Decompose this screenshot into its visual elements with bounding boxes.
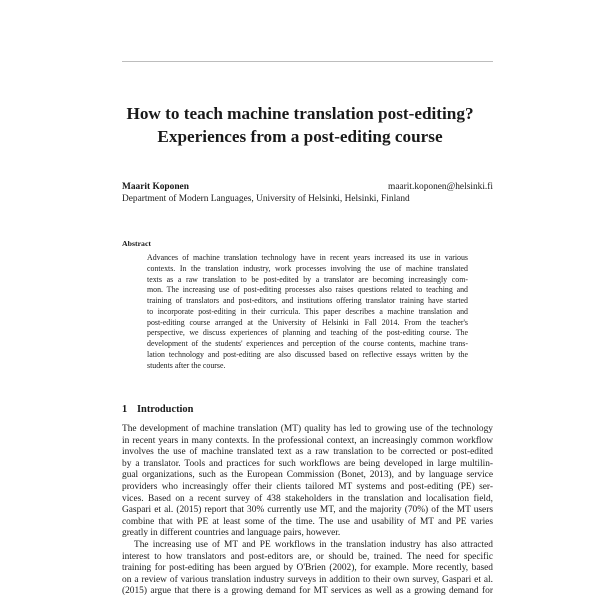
abstract-line: training of translators and post-editors, and institutions offering translator training have started [147, 296, 468, 305]
body-line: on a review of various translation industry surveys in addition to their own survey, Gaspari et al. [122, 574, 493, 585]
author-affiliation: Department of Modern Languages, University of Helsinki, Helsinki, Finland [122, 194, 410, 204]
section-body [122, 424, 493, 598]
abstract-body [147, 253, 468, 371]
title-line: Experiences from a post-editing course [157, 127, 443, 146]
abstract-line: students after the course. [147, 360, 226, 370]
body-line: greatly in different countries and language pairs, however. [122, 528, 341, 539]
body-line: Gaspari et al. (2015) report that 30% currently use MT, and the majority (70%) of the MT users [122, 505, 493, 516]
author-email: maarit.koponen@helsinki.fi [388, 182, 493, 192]
author-name: Maarit Koponen [122, 182, 189, 192]
body-line: The development of machine translation (MT) quality has led to growing use of the technology [122, 424, 493, 434]
header-rule [122, 61, 493, 62]
abstract-line: perspective, we discuss experiences of planning and teaching of the post-editing course. The [147, 328, 468, 338]
body-line: interest to how translators and post-editors are, or should be, trained. The need for specific [122, 551, 493, 562]
abstract-line: lation technology and post-editing are also discussed based on reflective essays written by the [147, 349, 468, 359]
section-heading [122, 403, 193, 416]
body-line: involves the use of machine translated text as a raw translation to be corrected or post-edited [122, 447, 493, 458]
body-line: by a translator. Tools and practices for such workflows are being developed in large multilin- [122, 458, 493, 469]
section-number: 1 [122, 404, 128, 415]
abstract-line: Advances of machine translation technology have in recent years increased its use in various [147, 253, 468, 262]
body-line: providers who increasingly offer their clients tailored MT systems and post-editing (PE) ser- [122, 481, 493, 492]
title-line: How to teach machine translation post-editing? [126, 104, 474, 123]
body-line: training for post-editing has been argued by O'Brien (2002), for example. More recently, based [122, 563, 493, 574]
section-title: Introduction [137, 404, 194, 415]
paper-title [0, 102, 600, 148]
abstract-heading: Abstract [122, 239, 152, 248]
abstract-line: development of the students' experiences and perception of the course contents, machine trans- [147, 339, 468, 348]
abstract-line: to incorporate post-editing in their curricula. This paper describes a machine translation and [147, 306, 468, 316]
body-line: combine that with PE at least some of the time. The use and usability of MT and PE varies [122, 516, 493, 527]
abstract-line: contexts. In the translation industry, work processes involving the use of machine translated [147, 263, 468, 273]
body-line: (2015) argue that there is a growing demand for MT services as well as a growing demand for [122, 586, 493, 597]
body-line: vices. Based on a recent survey of 438 stakeholders in the translation and localisation field, [122, 493, 493, 504]
body-line: gual organizations, such as the European Commission (Bonet, 2013), and by language service [122, 470, 493, 481]
body-line: The increasing use of MT and PE workflows in the translation industry has also attracted [134, 539, 493, 550]
body-line: in recent years in many contexts. In the professional context, an increasingly common workflow [122, 435, 493, 446]
abstract-line: texts as a raw translation to be post-edited by a translator are becoming increasingly com- [147, 274, 468, 284]
abstract-line: post-editing course arranged at the University of Helsinki in Fall 2014. From the teacher's [147, 317, 468, 327]
abstract-line: mon. The increasing use of post-editing processes also raises questions related to teaching and [147, 285, 468, 295]
